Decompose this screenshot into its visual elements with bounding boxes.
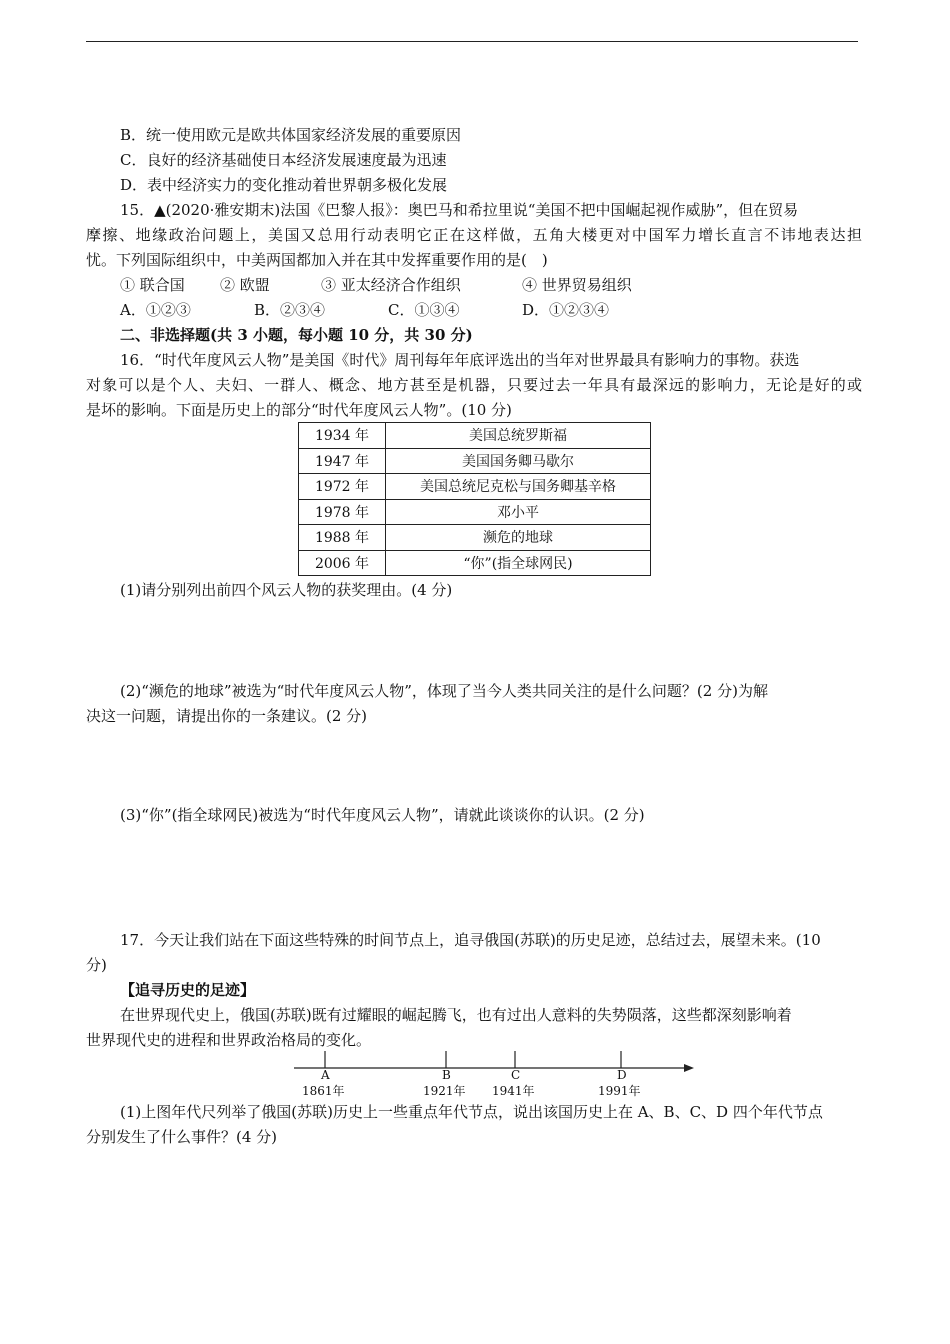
- q17-stem-line2: 分): [86, 956, 107, 974]
- q15-item-3: ③ 亚太经济合作组织: [321, 276, 461, 294]
- q16-sub3: (3)“你”(指全球网民)被选为“时代年度风云人物”，请就此谈谈你的认识。(2 分): [120, 806, 645, 824]
- q15-choice-a: A．①②③: [120, 301, 191, 319]
- table-row: [299, 448, 651, 474]
- q17-stem-line1: 17．今天让我们站在下面这些特殊的时间节点上，追寻俄国(苏联)的历史足迹，总结过去，展望未来。(10: [120, 931, 821, 949]
- section2-title: 二、非选择题(共 3 小题，每小题 10 分，共 30 分): [120, 326, 473, 344]
- timeline-label-a: A: [321, 1068, 330, 1082]
- q16-sub2-line1: (2)“濒危的地球”被选为“时代年度风云人物”，体现了当今人类共同关注的是什么问题？(2 分)为解: [120, 682, 768, 700]
- header-rule: [86, 41, 858, 42]
- year-cell: 1978 年: [299, 499, 386, 525]
- person-cell: 美国总统尼克松与国务卿基辛格: [386, 474, 651, 500]
- year-cell: 1972 年: [299, 474, 386, 500]
- q15-stem-line2: 摩擦、地缘政治问题上，美国又总用行动表明它正在这样做，五角大楼更对中国军力增长直言不讳地表达担: [86, 226, 862, 244]
- person-cell: “你”(指全球网民): [386, 550, 651, 576]
- q15-choice-d: D．①②③④: [522, 301, 610, 319]
- q15-item-4: ④ 世界贸易组织: [522, 276, 632, 294]
- person-cell: 邓小平: [386, 499, 651, 525]
- q17-sub1-line1: (1)上图年代尺列举了俄国(苏联)历史上一些重点年代节点，说出该国历史上在 A、B、C、D 四个年代节点: [120, 1103, 823, 1121]
- timeline-year-a: 1861年: [302, 1084, 345, 1098]
- year-cell: 2006 年: [299, 550, 386, 576]
- q15-stem-line3: 忧。下列国际组织中，中美两国都加入并在其中发挥重要作用的是( ): [86, 251, 548, 269]
- timeline-label-b: B: [442, 1068, 451, 1082]
- person-of-year-table: [298, 422, 651, 576]
- table-row: [299, 474, 651, 500]
- table-row: [299, 423, 651, 449]
- year-cell: 1947 年: [299, 448, 386, 474]
- q16-stem-line1: 16．“时代年度风云人物”是美国《时代》周刊每年年底评选出的当年对世界最具有影响力的事物。获选: [120, 351, 800, 369]
- timeline-year-b: 1921年: [423, 1084, 466, 1098]
- timeline-label-d: D: [617, 1068, 627, 1082]
- table-row: [299, 499, 651, 525]
- option-c: C．良好的经济基础使日本经济发展速度最为迅速: [120, 151, 447, 169]
- year-cell: 1934 年: [299, 423, 386, 449]
- timeline: [290, 1047, 695, 1099]
- q15-item-2: ② 欧盟: [220, 276, 270, 294]
- q16-stem-line3: 是坏的影响。下面是历史上的部分“时代年度风云人物”。(10 分): [86, 401, 512, 419]
- timeline-year-d: 1991年: [598, 1084, 641, 1098]
- q15-stem-line1: 15．▲(2020·雅安期末)法国《巴黎人报》：奥巴马和希拉里说“美国不把中国崛起视作威胁”，但在贸易: [120, 201, 799, 219]
- option-d: D．表中经济实力的变化推动着世界朝多极化发展: [120, 176, 448, 194]
- person-cell: 濒危的地球: [386, 525, 651, 551]
- q16-sub1: (1)请分别列出前四个风云人物的获奖理由。(4 分): [120, 581, 453, 599]
- q17-heading: 【追寻历史的足迹】: [120, 981, 256, 999]
- table-row: [299, 550, 651, 576]
- q15-choice-c: C．①③④: [388, 301, 460, 319]
- q15-choice-b: B．②③④: [254, 301, 326, 319]
- person-cell: 美国国务卿马歇尔: [386, 448, 651, 474]
- q16-stem-line2: 对象可以是个人、夫妇、一群人、概念、地方甚至是机器，只要过去一年具有最深远的影响力，无论是好的或: [86, 376, 862, 394]
- timeline-year-c: 1941年: [492, 1084, 535, 1098]
- option-b: B．统一使用欧元是欧共体国家经济发展的重要原因: [120, 126, 462, 144]
- year-cell: 1988 年: [299, 525, 386, 551]
- q16-sub2-line2: 决这一问题，请提出你的一条建议。(2 分): [86, 707, 368, 725]
- table-row: [299, 525, 651, 551]
- person-cell: 美国总统罗斯福: [386, 423, 651, 449]
- q17-para-line2: 世界现代史的进程和世界政治格局的变化。: [86, 1031, 372, 1049]
- timeline-label-c: C: [511, 1068, 521, 1082]
- q17-para-line1: 在世界现代史上，俄国(苏联)既有过耀眼的崛起腾飞，也有过出人意料的失势陨落，这些都深刻影响着: [120, 1006, 792, 1024]
- q17-sub1-line2: 分别发生了什么事件？(4 分): [86, 1128, 278, 1146]
- q15-item-1: ① 联合国: [120, 276, 185, 294]
